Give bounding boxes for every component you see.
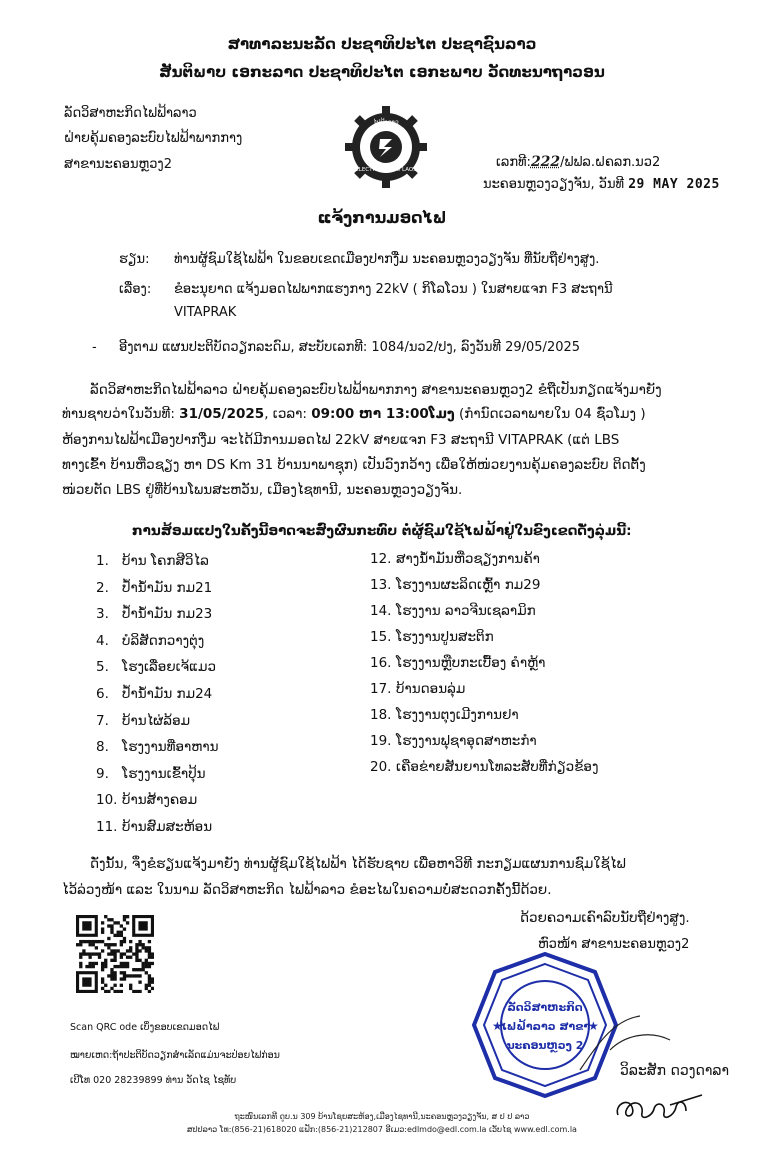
affected-area-item <box>370 629 494 645</box>
svg-text:★: ★ <box>492 1019 503 1033</box>
affected-area-number: 1. <box>96 553 109 569</box>
affected-area-item <box>96 606 212 622</box>
body-time-label: , ເວລາ: <box>264 406 312 422</box>
affected-area-number: 4. <box>96 632 109 649</box>
affected-area-number: 12. <box>370 551 392 567</box>
affected-area-name: ໂຮງງານ ລາວຈີນເຊລາມິກ <box>396 603 536 619</box>
qr-caption: Scan QRC ode ເບິ່ງຂອບເຂດມອດໄຟ <box>70 1022 220 1033</box>
affected-area-item <box>96 580 212 596</box>
subject-line1: ຂໍອະນຸຍາດ ແຈ້ງມອດໄຟພາກແຮງກາງ 22kV ( ກິໂລໂວນ ) ໃນສາຍແຈກ F3 ສະຖານີ <box>174 282 613 297</box>
affected-area-item <box>370 759 598 775</box>
affected-area-name: ປໍ້ານໍ້າມັນ ກມ24 <box>122 686 213 702</box>
affected-area-number: 16. <box>370 655 392 671</box>
subject-line2: VITAPRAK <box>174 305 237 320</box>
national-header-line1: ສາທາລະນະລັດ ປະຊາທິປະໄຕ ປະຊາຊົນລາວ <box>227 35 537 53</box>
affected-area-name: ບໍລິສັດກວາງຕຸ່ງ <box>122 632 205 649</box>
affected-area-name: ໂຮງເລື່ອຍເຈ້ແມວ <box>122 659 217 676</box>
affected-area-number: 5. <box>96 659 109 676</box>
edl-logo <box>342 103 430 191</box>
affected-area-number: 19. <box>370 733 392 749</box>
org-line1: ລັດວິສາຫະກິດໄຟຟ້າລາວ <box>64 106 197 121</box>
reference-dash: - <box>92 340 97 355</box>
closing-line1: ດັ່ງນັ້ນ, ຈຶ່ງຂໍຮຽນແຈ້ງມາຍັງ ທ່ານຜູ້ຊົມໃຊ້ໄຟຟ້າ ໄດ້ຮັບຊາບ ເພື່ອຫາວິທີ ກະກຽມແຜນການຊົມໃຊ້ໄຟ <box>90 856 626 872</box>
affected-area-name: ປໍ້ານໍ້າມັນ ກມ21 <box>122 579 213 596</box>
affected-area-number: 15. <box>370 629 392 645</box>
signatory-position: ຫົວໜ້າ ສາຂານະຄອນຫຼວງ2 <box>538 937 690 952</box>
closing-line2: ໄວ້ລ່ວງໜ້າ ແລະ ໃນນາມ ລັດວິສາຫະກິດ ໄຟຟ້າລາວ ຂໍອະໄພໃນຄວາມບໍ່ສະດວກຄັ້ງນີ້ດ້ວຍ. <box>62 882 552 898</box>
affected-area-item <box>370 681 465 697</box>
body-line3: ຫ້ອງການໄຟຟ້າເມືອງປາກງື່ມ ຈະໄດ້ມີການມອດໄຟ 22kV ສາຍແຈກ F3 ສະຖານີ VITAPRAK (ແຕ່ LBS <box>62 432 620 448</box>
body-line2 <box>62 402 646 427</box>
body-line4: ທາງເຂົ້າ ບ້ານຫີ່ວຊຽງ ຫາ DS Km 31 ບ້ານນາພາຊຸກ) ເປັນວົງກວ້າງ ເພື່ອໃຫ້ໜ່ວຍງານຄຸ້ມຄອງລະບົບ ຕິດຕັ້ງ <box>62 457 646 473</box>
affected-area-number: 18. <box>370 707 392 723</box>
affected-area-number: 11. <box>96 819 118 835</box>
body-duration: (ກຳນົດເວລາພາຍໃນ 04 ຊົ່ວໂມງ ) <box>454 406 646 422</box>
affected-area-item <box>96 819 212 835</box>
body-time-start: 09:00 <box>311 406 355 422</box>
affected-area-name: ໂຮງງານຜະລິດເຫຼົ້າ ກມ29 <box>396 577 541 593</box>
affected-area-item <box>96 739 219 755</box>
document-title: ແຈ້ງການມອດໄຟ <box>317 208 447 227</box>
affected-area-name: ໂຮງງານທີ່ອາຫານ <box>122 739 219 756</box>
recipient-text: ທ່ານຜູ້ຊົມໃຊ້ໄຟຟ້າ ໃນຂອບເຂດເມືອງປາກງື່ມ ນະຄອນຫຼວງວຽງຈັນ ທີ່ນັບຖືຢ່າງສູງ. <box>174 252 600 267</box>
footer-address: ຖະໜົນເລກທີ ດູບ.ນ 309 ບ້ານໂຊຍສະຫ້ອງ,ເມືອງໄຊທານີ,ນະຄອນຫຼວງວຽງຈັນ, ສ ປ ປ ລາວ <box>234 1112 530 1121</box>
body-date: 31/05/2025 <box>179 406 265 422</box>
affected-area-item <box>96 553 209 569</box>
reference-text: ອີງຕາມ ແຜນປະຕິບັດວຽກລະດົມ, ສະບັບເລກທີ: 1084/ນວ2/ປງ, ລົງວັນທີ 29/05/2025 <box>119 340 581 355</box>
stamp-line1: ລັດວິສາຫະກິດ <box>507 1001 583 1014</box>
affected-area-name: ໂຮງງານຫຼືບກະເບື້ອງ ຄຳຫຼ້າ <box>396 655 546 671</box>
affected-area-number: 17. <box>370 681 392 697</box>
reference-number-label: ເລກທີ: <box>496 155 531 170</box>
affected-area-name: ບ້ານ ໂຄກສີວິໄລ <box>122 553 209 569</box>
qr-contact: ເບີໂທ 020 28239899 ທ່ານ ວັດໄຊ ໄຊທັບ <box>70 1075 237 1086</box>
affected-area-name: ໂຮງງານເຂົ້າປຸ້ນ <box>122 765 206 782</box>
handwritten-signature <box>610 1087 710 1127</box>
org-line3: ສາຂານະຄອນຫຼວງ2 <box>64 157 172 172</box>
stamp-line2: ໄຟຟ້າລາວ ສາຂາ <box>499 1020 591 1033</box>
body-date-label: ທ່ານຊາບວ່າໃນວັນທີ: <box>62 406 180 422</box>
affected-area-item <box>96 633 204 649</box>
affected-area-name: ບ້ານໄຜ່ລ້ອມ <box>122 712 191 729</box>
affected-area-item <box>96 713 190 729</box>
logo-bottom-text: ELECTRICITE DU LAOS <box>355 167 417 173</box>
place-date <box>483 177 720 192</box>
affected-area-number: 8. <box>96 739 109 756</box>
subject-label: ເລື່ອງ: <box>119 282 152 297</box>
stamp-line3: ນະຄອນຫຼວງ 2 <box>506 1039 584 1052</box>
body-time-unit: ໂມງ <box>428 406 455 422</box>
affected-area-name: ບ້ານສ້າງຄອມ <box>122 792 198 809</box>
qr-code[interactable] <box>76 915 154 993</box>
affected-area-name: ເຄືອຂ່າຍສັນຍານໂທລະສັບທີ່ກ່ຽວຂ້ອງ <box>396 759 599 775</box>
affected-area-item <box>370 707 519 723</box>
body-time-end: 13:00 <box>385 406 429 422</box>
affected-area-number: 13. <box>370 577 392 593</box>
affected-area-number: 14. <box>370 603 392 619</box>
org-line2: ຝ່າຍຄຸ້ມຄອງລະບົບໄຟຟ້າພາກກາງ <box>64 131 243 146</box>
affected-area-number: 10. <box>96 792 118 809</box>
logo-top-text: ໄຟຟ້າລາວ <box>373 119 399 126</box>
signatory-name: ວິລະສັກ ດວງດາລາ <box>620 1063 730 1079</box>
affected-area-item <box>96 766 206 782</box>
reference-number-value: 222 <box>530 154 561 170</box>
affected-area-item <box>96 659 216 675</box>
body-line5: ໜ່ວຍຕັດ LBS ຢູ່ທີ່ບ້ານໂພນສະຫວັນ, ເມືອງໄຊທານີ, ນະຄອນຫຼວງວຽງຈັນ. <box>62 482 463 498</box>
affected-area-name: ປໍ້ານໍ້າມັນ ກມ23 <box>122 606 213 623</box>
date-stamp: 29 MAY 2025 <box>628 177 720 192</box>
affected-area-number: 20. <box>370 759 392 775</box>
reference-number-suffix: /ຟຟລ.ຝຄລກ.ນວ2 <box>560 155 661 170</box>
affected-area-name: ໂຮງງານຟຸຊາອຸດສາຫະກຳ <box>396 733 537 749</box>
recipient-label: ຮຽນ: <box>119 252 150 267</box>
qr-note: ໝາຍເຫດ:ຖ້າປະຕິບັດວຽກສຳເລັດແມ່ນຈະປ່ອຍໄຟກ່ອນ <box>70 1050 280 1061</box>
affected-area-name: ສາງນໍ້າມັນຫີ່ວຊຽງການຄ້າ <box>396 551 540 567</box>
affected-area-number: 2. <box>96 579 109 596</box>
national-header-line2: ສັນຕິພາບ ເອກະລາດ ປະຊາທິປະໄຕ ເອກະພາບ ວັດທະນາຖາວອນ <box>159 63 605 81</box>
affected-area-number: 9. <box>96 765 109 782</box>
affected-area-number: 3. <box>96 606 109 623</box>
affected-area-item <box>370 655 545 671</box>
affected-area-item <box>370 577 540 593</box>
footer-contacts: ສປປລາວ ໂທ:(856-21)618020 ແຟັກ:(856-21)212807 ອີເມວ:edlmdo@edl.com.la ເວັບໄຊ www.edl.com.la <box>187 1125 577 1134</box>
affected-area-item <box>370 551 540 567</box>
affected-area-name: ໂຮງງານຕຸງເມີງການຢາ <box>396 707 519 723</box>
affected-area-name: ໂຮງງານປູນສະຕິກ <box>396 629 494 645</box>
affected-area-number: 7. <box>96 712 109 729</box>
body-line1: ລັດວິສາຫະກິດໄຟຟ້າລາວ ຝ່າຍຄຸ້ມຄອງລະບົບໄຟຟ້າພາກກາງ ສາຂານະຄອນຫຼວງ2 ຂໍຖືເປັນກຽດແຈ້ງມາຍັງ <box>90 382 662 398</box>
affected-area-name: ບ້ານສົມສະຫ້ອນ <box>122 819 213 835</box>
affected-area-name: ບ້ານດອນລຸ່ມ <box>396 681 466 697</box>
closing-line3: ດ້ວຍຄວາມເຄົາລົບນັບຖືຢ່າງສູງ. <box>520 910 690 926</box>
affected-area-item <box>96 686 212 702</box>
reference-number <box>496 154 660 170</box>
body-time-sep: ຫາ <box>354 406 386 422</box>
affected-area-item <box>370 603 536 619</box>
svg-text:★: ★ <box>588 1019 599 1033</box>
place-date-label: ນະຄອນຫຼວງວຽງຈັນ, ວັນທີ <box>483 177 625 192</box>
affected-area-number: 6. <box>96 686 109 702</box>
affected-areas-intro: ການສ້ອມແປງໃນຄັ້ງນີ້ອາດຈະສົ່ງຜົນກະທົບ ຕໍ່ຜູ້ຊົມໃຊ້ໄຟຟ້າຢູ່ໃນຂົງເຂດດັ່ງລຸ່ມນີ້: <box>132 523 632 539</box>
affected-area-item <box>370 733 537 749</box>
affected-area-item <box>96 792 197 808</box>
